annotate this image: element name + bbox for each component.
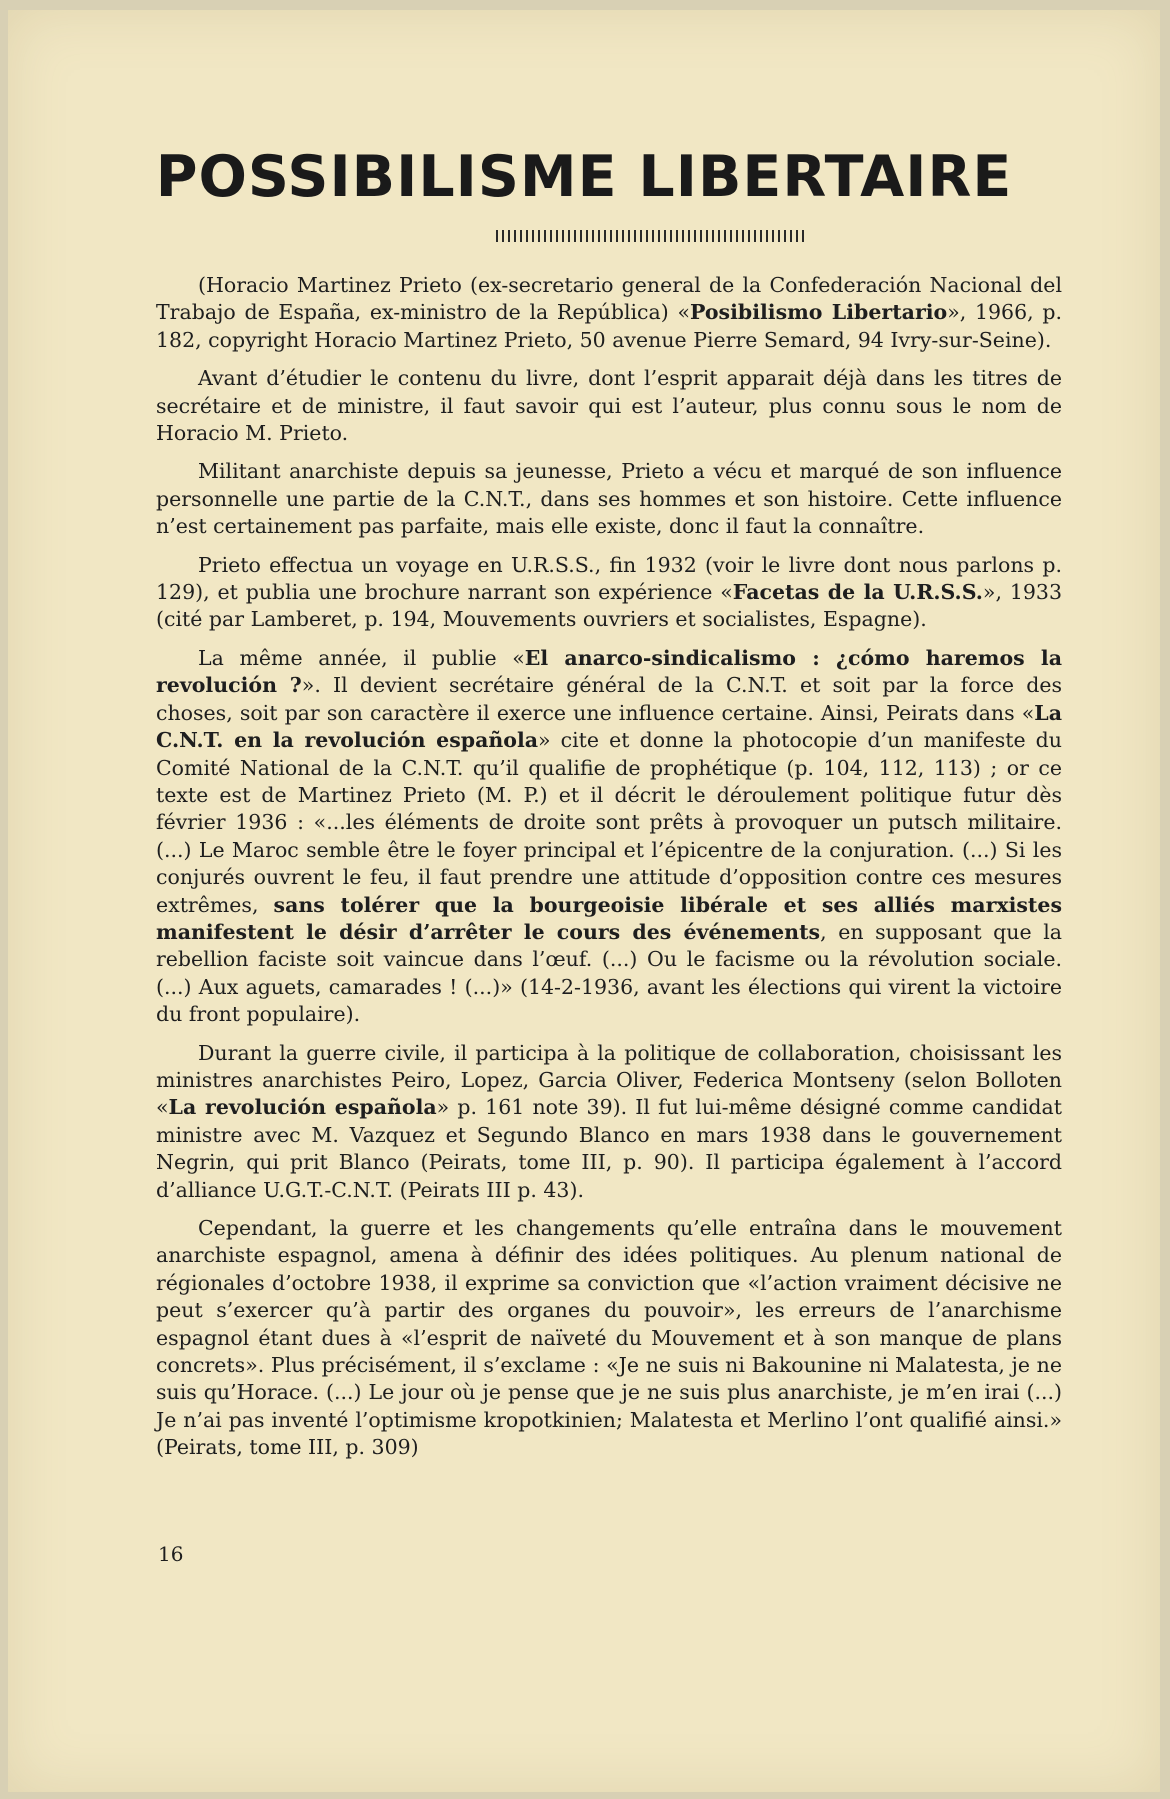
paragraph-text: ». Il devient secrétaire général de la C.N.T. et soit par la force des choses, soit par son caractère il exerce une influence certaine. Ainsi, Peirats dans « — [156, 673, 1062, 725]
paragraph-text: , en supposant que la rebellion faciste soit vaincue dans l’œuf. (...) Ou le facisme ou la révolution sociale. (...) Aux aguets, camarades ! (...)» (14-2-1936, avant les élections qui virent la victoire du front populaire). — [156, 919, 1062, 1027]
title-underline-ornament — [496, 230, 808, 242]
page-number: 16 — [158, 1542, 184, 1566]
body-paragraph — [156, 1040, 1062, 1204]
paragraph-text: Prieto effectua un voyage en U.R.S.S., fin 1932 (voir le livre dont nous parlons p. 129), et publia une brochure narrant son expérience « — [156, 552, 1062, 605]
article-body — [156, 272, 1062, 1473]
page-sheet — [8, 10, 1160, 1792]
paragraph-text: (Horacio Martinez Prieto (ex-secretario general de la Confederación Nacional del Trabajo de España, ex-ministro de la República) « — [156, 273, 1062, 325]
paragraph-text: » p. 161 note 39). Il fut lui-même désigné comme candidat ministre avec M. Vazquez et Segundo Blanco en mars 1938 dans le gouvernement Negrin, qui prit Blanco (Peirats, tome III, p. 90). Il participa également à l’accord d’alliance U.G.T.-C.N.T. (Peirats III p. 43). — [156, 1095, 1062, 1202]
paragraph-text: La même année, il publie « — [198, 645, 525, 670]
paragraph-text: Durant la guerre civile, il participa à la politique de collaboration, choisissant les ministres anarchistes Peiro, Lopez, Garcia Oliver, Federica Montseny (selon Bolloten « — [156, 1040, 1062, 1120]
paragraph-text: » cite et donne la photocopie d’un manifeste du Comité National de la C.N.T. qu’il qualifie de prophétique (p. 104, 112, 113) ; or ce texte est de Martinez Prieto (M. P.) et il décrit le déroulement politique futur dès février 1936 : «...les éléments de droite sont prêts à provoquer un putsch militaire. (...) Le Maroc semble être le foyer principal et l’épicentre de la conjuration. (...) Si les conjurés ouvrent le feu, il faut prendre une attitude d’opposition contre ces mesures extrêmes, — [156, 728, 1063, 917]
emphasized-text: La C.N.T. en la revolución española — [156, 700, 1062, 753]
body-paragraph — [156, 458, 1062, 540]
paragraph-text: Avant d’étudier le contenu du livre, dont l’esprit apparait déjà dans les titres de secrétaire et de ministre, il faut savoir qui est l’auteur, plus connu sous le nom de Horacio M. Prieto. — [156, 366, 1062, 446]
paragraph-text: », 1966, p. 182, copyright Horacio Martinez Prieto, 50 avenue Pierre Semard, 94 Ivry-sur-Seine). — [156, 300, 1062, 352]
emphasized-text: Facetas de la U.R.S.S. — [732, 580, 983, 605]
body-paragraph — [156, 1215, 1062, 1462]
emphasized-text: sans tolérer que la bourgeoisie libérale et ses alliés marxistes manifestent le désir d’arrêter le cours des événements — [156, 892, 1062, 944]
body-paragraph — [156, 365, 1062, 447]
body-paragraph — [156, 645, 1062, 1029]
emphasized-text: El anarco-sindicalismo : ¿cómo haremos la revolución ? — [156, 645, 1062, 698]
emphasized-text: Posibilismo Libertario — [690, 300, 948, 325]
paragraph-text: », 1933 (cité par Lamberet, p. 194, Mouvements ouvriers et socialistes, Espagne). — [156, 580, 1063, 632]
page-title: POSSIBILISME LIBERTAIRE — [155, 144, 1013, 210]
paragraph-text: Militant anarchiste depuis sa jeunesse, Prieto a vécu et marqué de son influence personnelle une partie de la C.N.T., dans ses hommes et son histoire. Cette influence n’est certainement pas parfaite, mais elle existe, donc il faut la connaître. — [156, 459, 1062, 539]
body-paragraph — [156, 272, 1062, 354]
paragraph-text: Cependant, la guerre et les changements qu’elle entraîna dans le mouvement anarchiste espagnol, amena à définir des idées politiques. Au plenum national de régionales d’octobre 1938, il exprime sa conviction que «l’action vraiment décisive ne peut s’exercer qu’à partir des organes du pouvoir», les erreurs de l’anarchisme espagnol étant dues à «l’esprit de naïveté du Mouvement et à son manque de plans concrets». Plus précisément, il s’exclame : «Je ne suis ni Bakounine ni Malatesta, je ne suis qu’Horace. (...) Le jour où je pense que je ne suis plus anarchiste, je m’en irai (...) Je n’ai pas inventé l’optimisme kropotkinien; Malatesta et Merlino l’ont qualifié ainsi.» (Peirats, tome III, p. 309) — [156, 1216, 1062, 1460]
body-paragraph — [156, 552, 1062, 634]
emphasized-text: La revolución española — [168, 1095, 437, 1120]
